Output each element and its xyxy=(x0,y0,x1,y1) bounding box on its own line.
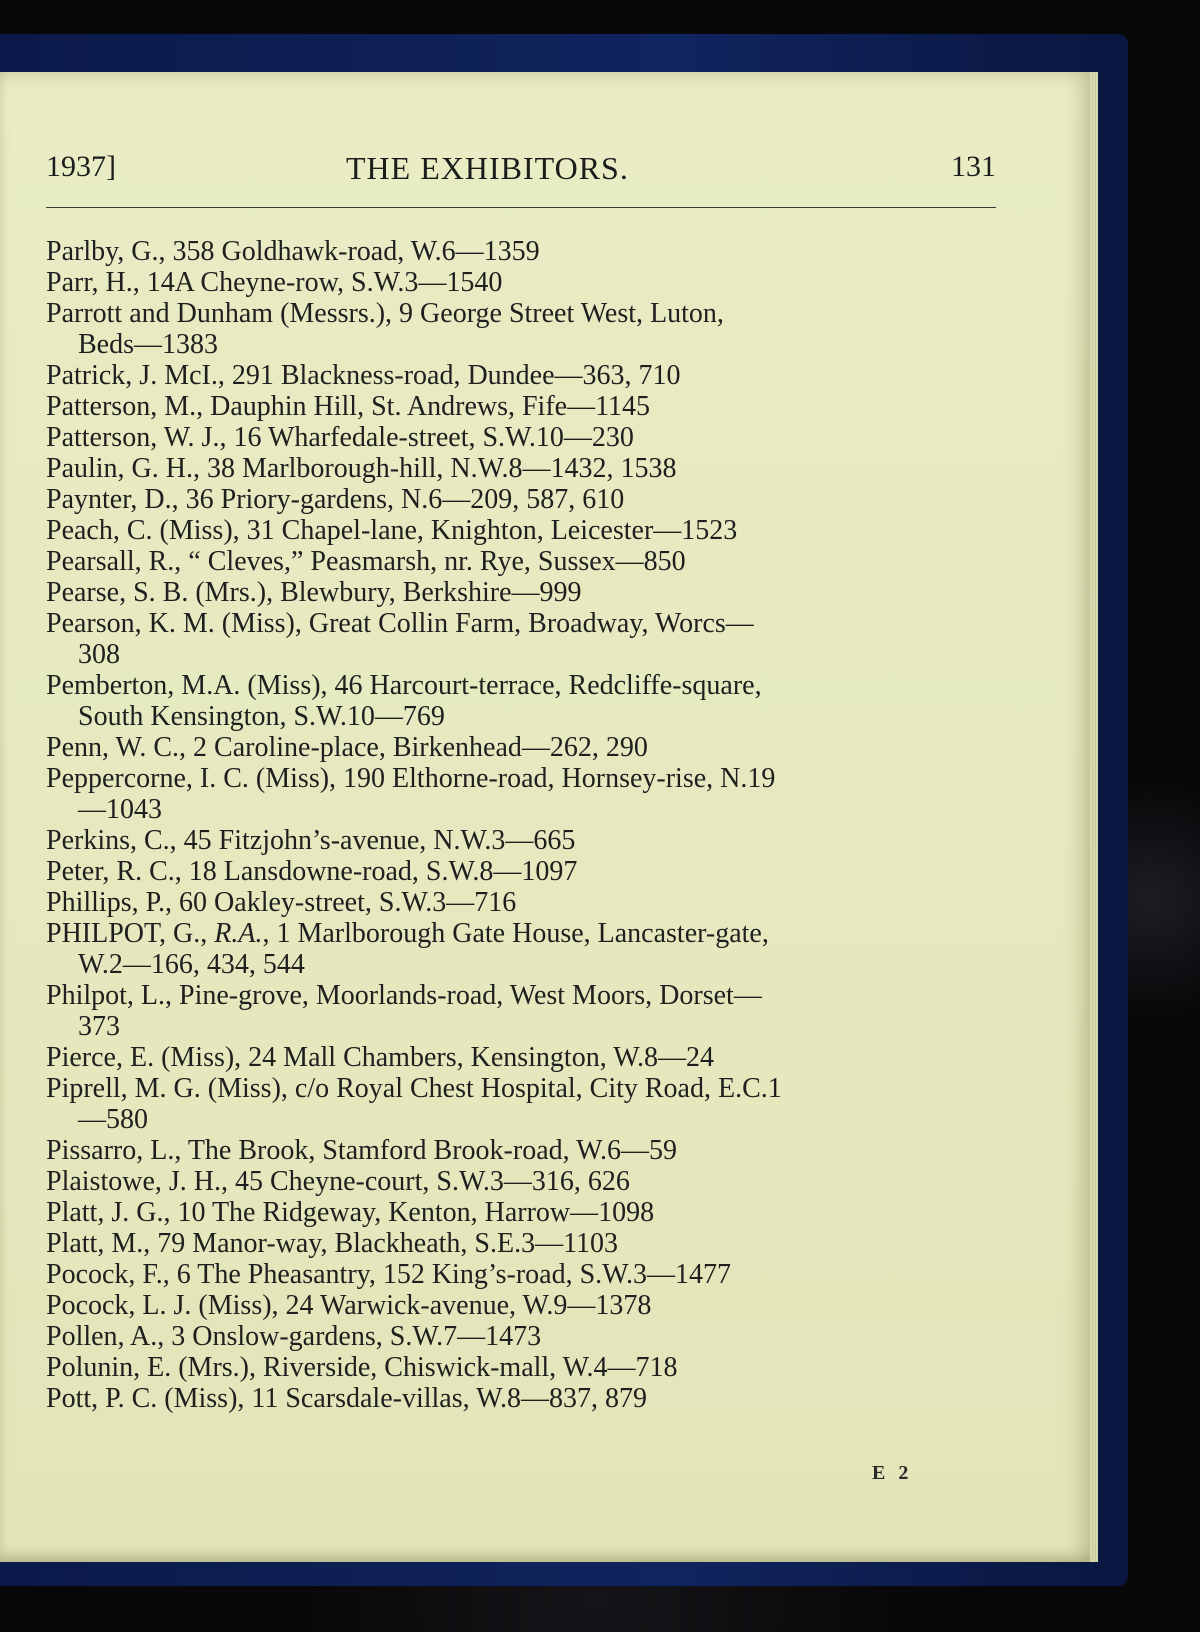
page-number: 131 xyxy=(951,150,996,183)
entry-line: Platt, J. G., 10 The Ridgeway, Kenton, Harrow—1098 xyxy=(46,1197,655,1228)
entry-line: Peter, R. C., 18 Lansdowne-road, S.W.8—1097 xyxy=(46,856,578,887)
exhibitor-entry xyxy=(46,1290,1006,1321)
entry-honour: R.A. xyxy=(214,918,263,949)
entry-line: Pearsall, R., “ Cleves,” Peasmarsh, nr. Rye, Sussex—850 xyxy=(46,546,686,577)
exhibitor-entry xyxy=(46,918,1006,980)
entry-line: Plaistowe, J. H., 45 Cheyne-court, S.W.3—316, 626 xyxy=(46,1166,630,1197)
exhibitor-entry xyxy=(46,1166,1006,1197)
exhibitor-entry xyxy=(46,825,1006,856)
exhibitor-entry xyxy=(46,1135,1006,1166)
entry-continuation: Beds—1383 xyxy=(78,329,218,360)
entry-line: Pollen, A., 3 Onslow-gardens, S.W.7—1473 xyxy=(46,1321,542,1352)
entry-line: Perkins, C., 45 Fitzjohn’s-avenue, N.W.3—665 xyxy=(46,825,576,856)
exhibitor-entry xyxy=(46,1073,1006,1135)
entry-line: Pott, P. C. (Miss), 11 Scarsdale-villas, W.8—837, 879 xyxy=(46,1383,647,1414)
entry-line: Phillips, P., 60 Oakley-street, S.W.3—716 xyxy=(46,887,517,918)
exhibitor-entry xyxy=(46,670,1006,732)
exhibitor-entry xyxy=(46,887,1006,918)
header-rule xyxy=(46,207,996,208)
entry-line: Pocock, F., 6 The Pheasantry, 152 King’s-road, S.W.3—1477 xyxy=(46,1259,732,1290)
entry-address: , 1 Marlborough Gate House, Lancaster-gate, xyxy=(262,918,769,949)
entry-line: Pierce, E. (Miss), 24 Mall Chambers, Kensington, W.8—24 xyxy=(46,1042,715,1073)
entry-line: Polunin, E. (Mrs.), Riverside, Chiswick-mall, W.4—718 xyxy=(46,1352,678,1383)
exhibitor-entry xyxy=(46,1383,1006,1414)
exhibitor-entry xyxy=(46,422,1006,453)
entry-line: Parr, H., 14A Cheyne-row, S.W.3—1540 xyxy=(46,267,503,298)
entry-name: PHILPOT, G., xyxy=(46,918,215,949)
entry-line: Peach, C. (Miss), 31 Chapel-lane, Knighton, Leicester—1523 xyxy=(46,515,738,546)
exhibitor-entry xyxy=(46,1259,1006,1290)
exhibitor-entry xyxy=(46,484,1006,515)
exhibitor-entry xyxy=(46,453,1006,484)
exhibitor-entry xyxy=(46,608,1006,670)
exhibitor-entry xyxy=(46,1228,1006,1259)
exhibitor-entry xyxy=(46,298,1006,360)
entry-line: Piprell, M. G. (Miss), c/o Royal Chest Hospital, City Road, E.C.1 xyxy=(46,1073,782,1104)
entry-continuation: —580 xyxy=(78,1104,148,1135)
exhibitor-list xyxy=(46,236,1006,1414)
exhibitor-entry xyxy=(46,236,1006,267)
entry-line: Pocock, L. J. (Miss), 24 Warwick-avenue, W.9—1378 xyxy=(46,1290,652,1321)
entry-line: Pearse, S. B. (Mrs.), Blewbury, Berkshire—999 xyxy=(46,577,582,608)
entry-line: Philpot, L., Pine-grove, Moorlands-road, West Moors, Dorset— xyxy=(46,980,762,1011)
running-head-year: 1937] xyxy=(46,150,116,183)
entry-line: Penn, W. C., 2 Caroline-place, Birkenhead—262, 290 xyxy=(46,732,648,763)
entry-continuation: 308 xyxy=(78,639,120,670)
entry-line: Patterson, W. J., 16 Wharfedale-street, S.W.10—230 xyxy=(46,422,634,453)
entry-line: Parrott and Dunham (Messrs.), 9 George Street West, Luton, xyxy=(46,298,724,329)
page-title: THE EXHIBITORS. xyxy=(346,150,629,186)
entry-line: Paynter, D., 36 Priory-gardens, N.6—209, 587, 610 xyxy=(46,484,625,515)
entry-continuation: W.2—166, 434, 544 xyxy=(78,949,305,980)
exhibitor-entry xyxy=(46,577,1006,608)
running-head xyxy=(46,150,996,196)
entry-continuation: —1043 xyxy=(78,794,162,825)
exhibitor-entry xyxy=(46,732,1006,763)
exhibitor-entry xyxy=(46,1042,1006,1073)
entry-line: Paulin, G. H., 38 Marlborough-hill, N.W.8—1432, 1538 xyxy=(46,453,677,484)
signature-mark: E 2 xyxy=(872,1462,913,1484)
entry-line: Patterson, M., Dauphin Hill, St. Andrews, Fife—1145 xyxy=(46,391,651,422)
exhibitor-entry xyxy=(46,1197,1006,1228)
page-edge xyxy=(1090,72,1098,1562)
entry-continuation: South Kensington, S.W.10—769 xyxy=(78,701,445,732)
exhibitor-entry xyxy=(46,515,1006,546)
exhibitor-entry xyxy=(46,1321,1006,1352)
exhibitor-entry xyxy=(46,763,1006,825)
entry-line: Platt, M., 79 Manor-way, Blackheath, S.E.3—1103 xyxy=(46,1228,619,1259)
entry-line: Pissarro, L., The Brook, Stamford Brook-road, W.6—59 xyxy=(46,1135,677,1166)
exhibitor-entry xyxy=(46,1352,1006,1383)
exhibitor-entry xyxy=(46,267,1006,298)
entry-line: Pearson, K. M. (Miss), Great Collin Farm, Broadway, Worcs— xyxy=(46,608,754,639)
entry-continuation: 373 xyxy=(78,1011,120,1042)
exhibitor-entry xyxy=(46,980,1006,1042)
exhibitor-entry xyxy=(46,391,1006,422)
exhibitor-entry xyxy=(46,546,1006,577)
exhibitor-entry xyxy=(46,360,1006,391)
entry-line: Pemberton, M.A. (Miss), 46 Harcourt-terrace, Redcliffe-square, xyxy=(46,670,762,701)
entry-line: Peppercorne, I. C. (Miss), 190 Elthorne-road, Hornsey-rise, N.19 xyxy=(46,763,776,794)
entry-line: Parlby, G., 358 Goldhawk-road, W.6—1359 xyxy=(46,236,540,267)
entry-line: Patrick, J. McI., 291 Blackness-road, Dundee—363, 710 xyxy=(46,360,681,391)
exhibitor-entry xyxy=(46,856,1006,887)
